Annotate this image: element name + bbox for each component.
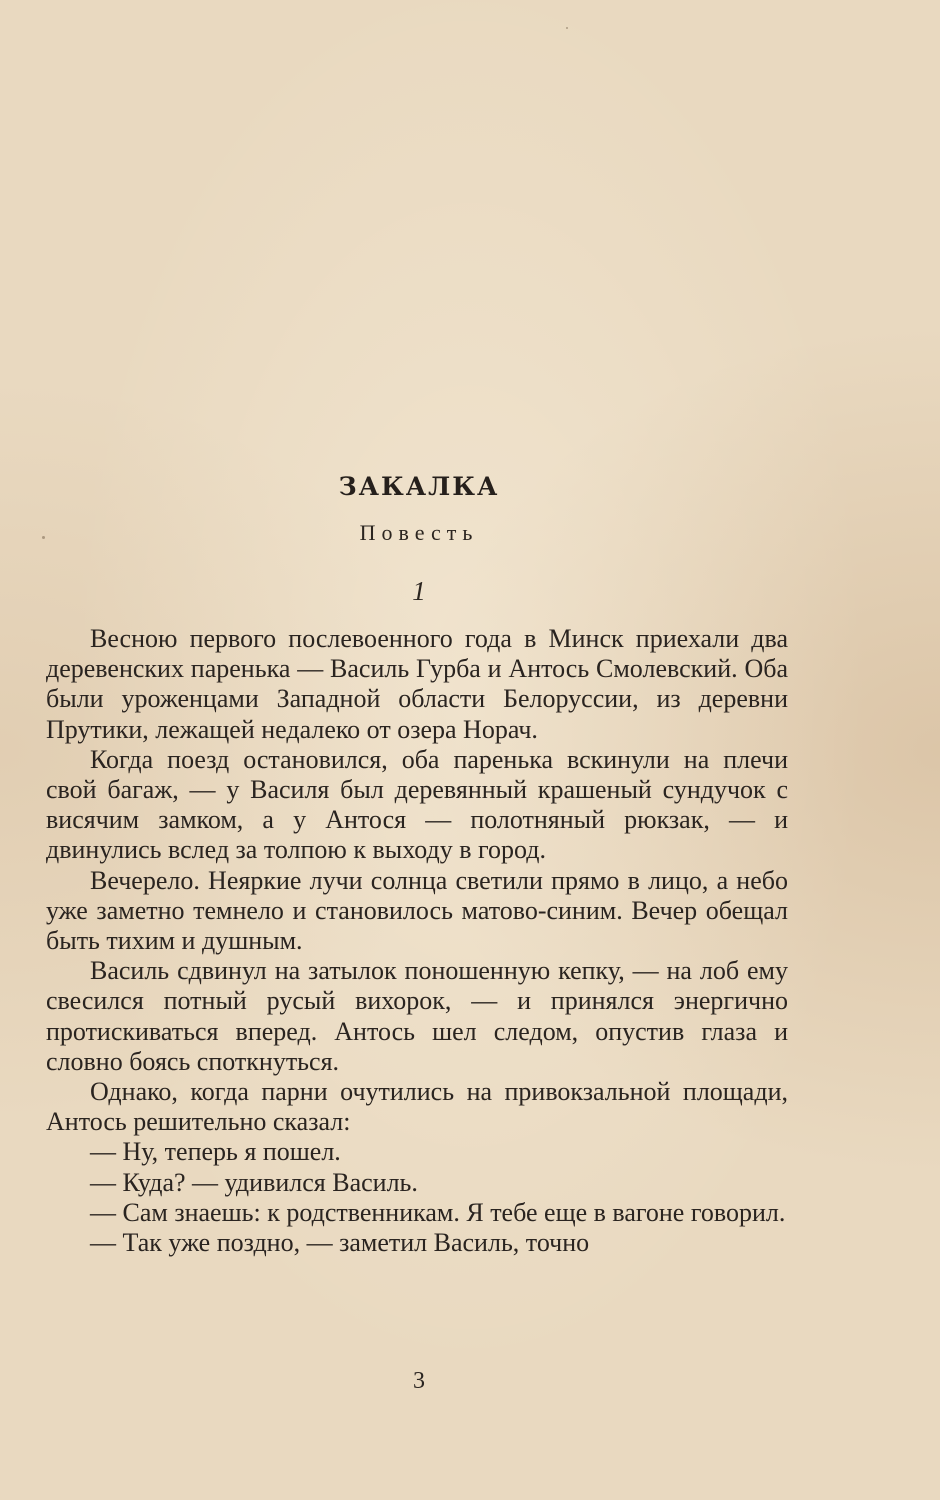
dialogue-line: — Сам знаешь: к родственникам. Я тебе еще в вагоне говорил.: [90, 1197, 786, 1227]
paper-speck: [42, 536, 45, 539]
story-body: [46, 624, 788, 1258]
paragraph: Василь сдвинул на затылок поношенную кепку, — на лоб ему свесился потный русый вихорок, — и принялся энергично протискиваться вперед. Антось шел следом, опустив глаза и словно боясь споткнуться.: [46, 956, 788, 1076]
dialogue-line: — Так уже поздно, — заметил Василь, точно: [90, 1228, 590, 1258]
chapter-number: 1: [412, 576, 426, 606]
paragraph: Однако, когда парни очутились на привокзальной площади, Антось решительно сказал:: [46, 1077, 788, 1137]
story-title: ЗАКАЛКА: [338, 472, 500, 501]
paper-speck: [344, 916, 346, 918]
page-number: 3: [413, 1368, 425, 1394]
dialogue-line: — Куда? — удивился Василь.: [90, 1167, 418, 1197]
paragraph: Когда поезд остановился, оба паренька вскинули на плечи свой багаж, — у Василя был деревянный крашеный сундучок с висячим замком, а у Антося — полотняный рюкзак, — и двинулись вслед за толпою к выходу в город.: [46, 744, 788, 865]
paragraph: Весною первого послевоенного года в Минск приехали два деревенских паренька — Василь Гурба и Антось Смолевский. Оба были уроженцами Западной области Белоруссии, из деревни Прутики, лежащей недалеко от озера Норач.: [46, 624, 788, 744]
paper-speck: [566, 27, 568, 29]
story-subtitle: Повесть: [359, 520, 479, 545]
paragraph: Вечерело. Неяркие лучи солнца светили прямо в лицо, а небо уже заметно темнело и становилось матово-синим. Вечер обещал быть тихим и душным.: [46, 865, 788, 956]
dialogue-line: — Ну, теперь я пошел.: [90, 1137, 341, 1167]
